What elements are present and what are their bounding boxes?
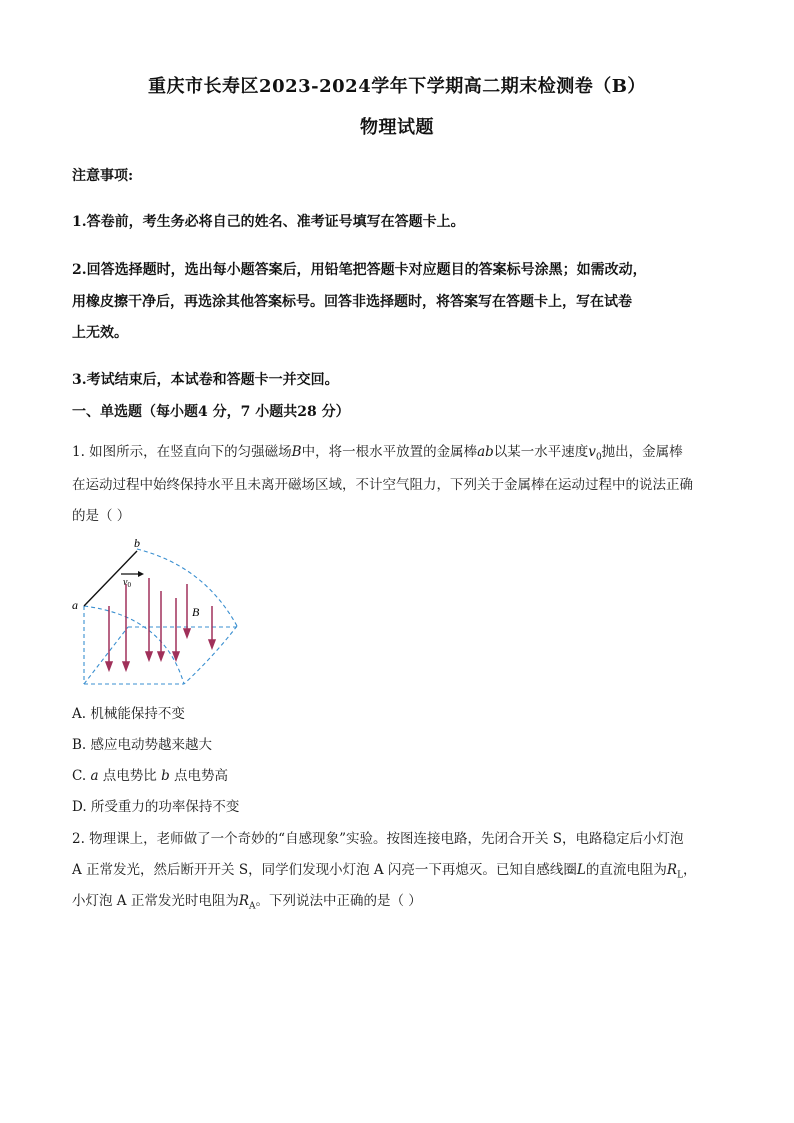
option-c[interactable] <box>72 766 732 786</box>
metal-rod-ab <box>84 551 137 606</box>
question-2-line-2 <box>72 860 732 886</box>
dashed-diagonal <box>84 627 128 684</box>
exam-title: 重庆市长寿区2023-2024学年下学期高二期末检测卷（B） <box>148 76 646 97</box>
q2-text-a: A 正常发光，然后断开开关 S，同学们发现小灯泡 A 闪亮一下再熄灭。已知自感线圈 <box>72 862 577 878</box>
q2-symbol-L: L <box>576 862 586 878</box>
option-c-a: a <box>90 768 99 784</box>
option-c-b: b <box>161 768 170 784</box>
notice-item-3: 3.考试结束后，本试卷和答题卡一并交回。 <box>72 372 339 388</box>
q1-symbol-ab: ab <box>477 444 494 460</box>
question-2-line-1: 2. 物理课上，老师做了一个奇妙的“自感现象”实验。按图连接电路，先闭合开关 S，电路稳定后小灯泡 <box>72 831 684 847</box>
q2-text-d: 小灯泡 A 正常发光时电阻为 <box>72 893 239 909</box>
notice-item-1: 1.答卷前，考生务必将自己的姓名、准考证号填写在答题卡上。 <box>72 214 465 230</box>
option-b[interactable]: B. 感应电动势越来越大 <box>72 737 213 753</box>
exam-subtitle: 物理试题 <box>360 117 434 138</box>
q2-symbol-RA-sub: A <box>249 901 256 912</box>
field-lines <box>106 578 215 670</box>
option-c-suffix: 点电势高 <box>169 768 229 784</box>
question-1-line-1 <box>72 442 732 468</box>
q2-symbol-R-sub: L <box>677 870 684 881</box>
field-arrow <box>184 584 190 637</box>
q2-text-b: 的直流电阻为 <box>585 862 667 878</box>
label-b: b <box>134 536 140 550</box>
option-d[interactable]: D. 所受重力的功率保持不变 <box>72 799 240 815</box>
q1-symbol-v: v <box>588 444 596 460</box>
question-1-line-3: 的是（ ） <box>72 508 131 524</box>
section-heading: 一、单选题（每小题4 分，7 小题共28 分） <box>72 404 350 420</box>
q2-symbol-R: R <box>666 862 678 878</box>
q1-text-a: 1. 如图所示，在竖直向下的匀强磁场 <box>72 444 292 460</box>
q2-text-e: 。下列说法中正确的是（ ） <box>255 893 422 909</box>
q1-text-c: 以某一水平速度 <box>493 444 589 460</box>
notice-item-2-line-1: 2.回答选择题时，选出每小题答案后，用铅笔把答题卡对应题目的答案标号涂黑；如需改动， <box>72 262 647 278</box>
q2-symbol-RA: R <box>238 893 250 909</box>
field-arrow <box>173 598 179 660</box>
q1-text-d: 抛出，金属棒 <box>601 444 683 460</box>
q2-text-c: ， <box>683 862 697 878</box>
option-c-prefix: C. <box>72 768 91 784</box>
q1-text-b: 中，将一根水平放置的金属棒 <box>301 444 478 460</box>
option-c-mid: 点电势比 <box>98 768 162 784</box>
option-a[interactable]: A. 机械能保持不变 <box>72 706 185 722</box>
field-arrow <box>106 606 112 670</box>
field-arrow <box>146 578 152 660</box>
label-a: a <box>72 598 78 612</box>
q1-symbol-B: B <box>291 444 302 460</box>
notice-item-2-line-2: 用橡皮擦干净后，再选涂其他答案标号。回答非选择题时，将答案写在答题卡上，写在试卷 <box>72 294 632 310</box>
q1-symbol-v-sub: 0 <box>595 452 602 463</box>
notice-item-2-line-3: 上无效。 <box>72 325 128 341</box>
question-1-line-2: 在运动过程中始终保持水平且未离开磁场区域，不计空气阻力，下列关于金属棒在运动过程中的说法正确 <box>72 477 693 493</box>
notice-heading: 注意事项: <box>72 168 134 184</box>
label-B: B <box>192 605 200 619</box>
label-v: $v_0$ <box>123 577 131 589</box>
dashed-inner-arc <box>84 606 184 684</box>
question-2-line-3 <box>72 891 732 917</box>
dashed-bottom-arc <box>184 626 237 684</box>
magnetic-field-figure <box>64 536 254 696</box>
field-arrow <box>158 591 164 660</box>
